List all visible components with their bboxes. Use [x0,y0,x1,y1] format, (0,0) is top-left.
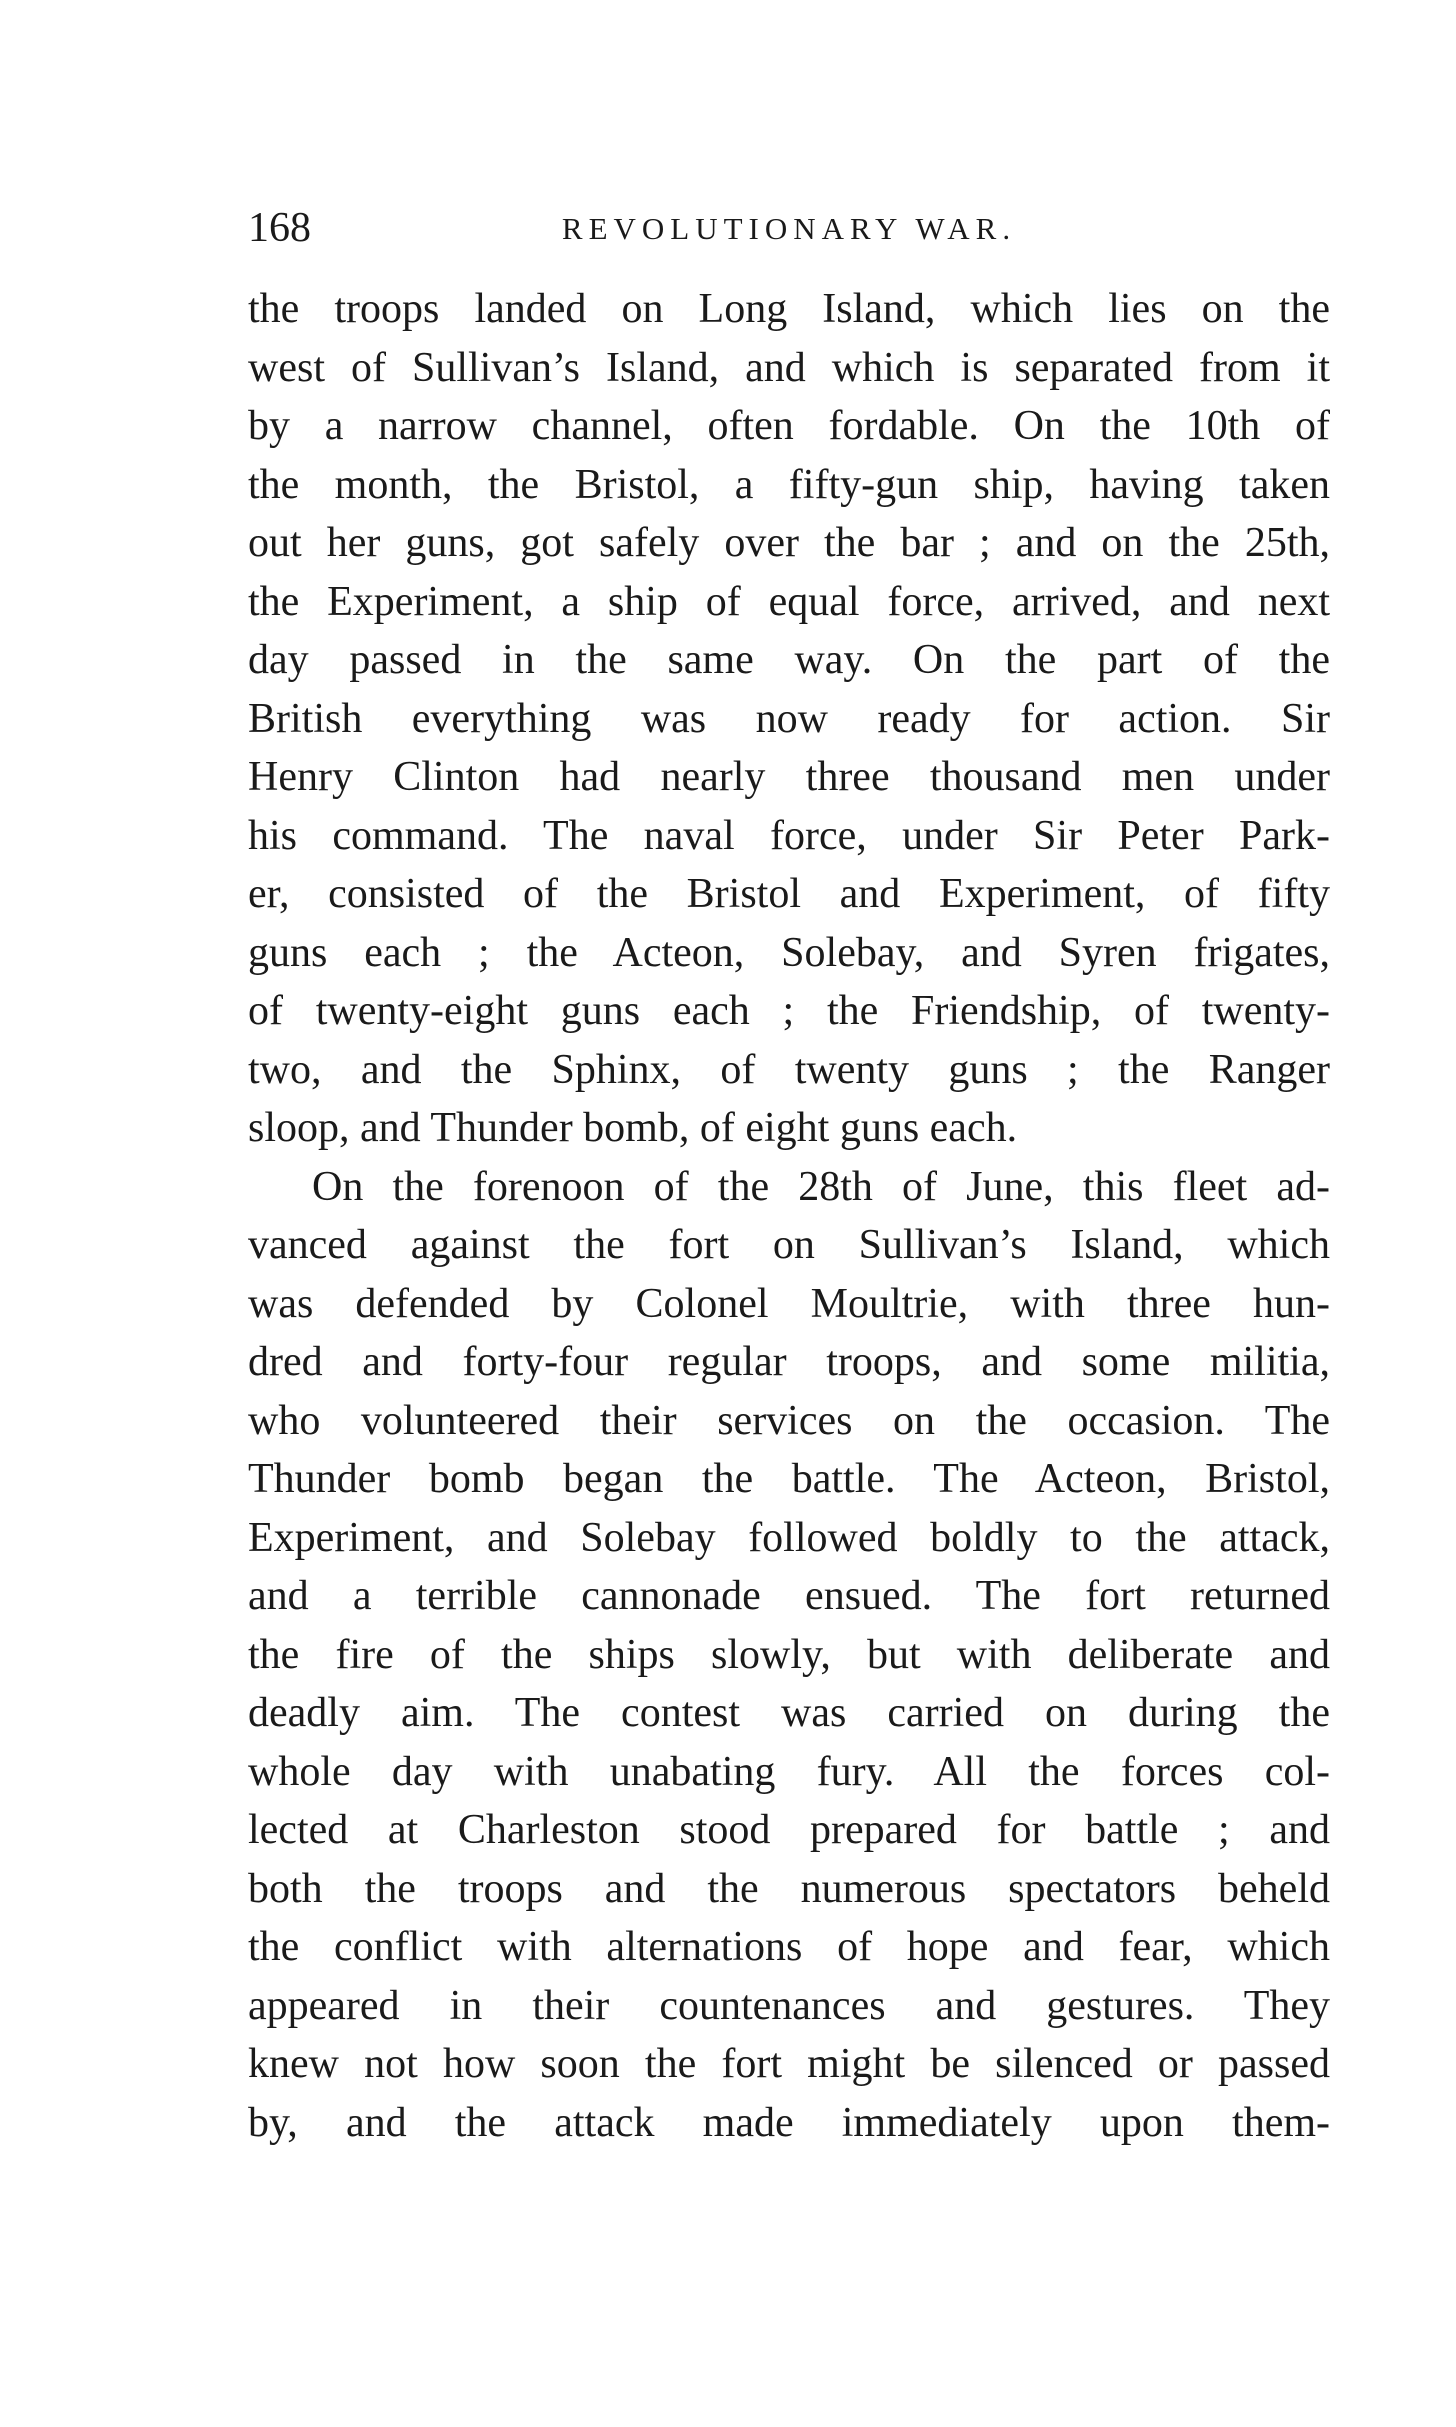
text-line: by, and the attack made immediately upon them- [248,2099,1330,2146]
text-line: the conflict with alternations of hope and fear, which [248,1924,1330,1970]
text-line: Experiment, and Solebay followed boldly to the attack, [248,1514,1330,1561]
text-line: knew not how soon the fort might be silenced or passed [248,2041,1330,2087]
text-line: sloop, and Thunder bomb, of eight guns each. [248,1105,1018,1151]
text-line: west of Sullivan’s Island, and which is separated from it [248,344,1330,391]
body-text [248,280,1330,2152]
page-number: 168 [248,205,311,251]
text-line: both the troops and the numerous spectators beheld [248,1865,1330,1912]
text-line: whole day with unabating fury. All the forces col- [248,1748,1330,1795]
text-line: who volunteered their services on the occasion. The [248,1397,1330,1444]
text-line: the fire of the ships slowly, but with deliberate and [248,1631,1330,1678]
text-line: er, consisted of the Bristol and Experiment, of fifty [248,871,1330,917]
text-line: guns each ; the Acteon, Solebay, and Syren frigates, [248,929,1330,976]
text-line: lected at Charleston stood prepared for battle ; and [248,1807,1330,1853]
text-line: the Experiment, a ship of equal force, arrived, and next [248,578,1330,625]
text-line: appeared in their countenances and gestures. They [248,1982,1330,2029]
text-line: his command. The naval force, under Sir Peter Park- [248,812,1330,859]
text-line: out her guns, got safely over the bar ; and on the 25th, [248,520,1330,566]
text-line: deadly aim. The contest was carried on during the [248,1690,1330,1736]
text-line: and a terrible cannonade ensued. The fort returned [248,1573,1330,1619]
text-line: Thunder bomb began the battle. The Acteon, Bristol, [248,1456,1330,1502]
text-line: vanced against the fort on Sullivan’s Island, which [248,1222,1330,1268]
running-head: REVOLUTIONARY WAR. [561,211,1017,246]
text-line: of twenty-eight guns each ; the Friendship, of twenty- [248,988,1330,1034]
text-line: by a narrow channel, often fordable. On the 10th of [248,403,1330,449]
text-line: day passed in the same way. On the part of the [248,637,1330,683]
text-line: two, and the Sphinx, of twenty guns ; the Ranger [248,1046,1330,1093]
text-line: Henry Clinton had nearly three thousand men under [248,754,1330,800]
text-line: the month, the Bristol, a fifty-gun ship, having taken [248,461,1330,508]
text-line: the troops landed on Long Island, which lies on the [248,286,1330,332]
text-line: British everything was now ready for action. Sir [248,695,1330,742]
text-line: was defended by Colonel Moultrie, with three hun- [248,1280,1330,1327]
page-header [248,198,1330,258]
text-line: dred and forty-four regular troops, and some militia, [248,1339,1330,1385]
paragraph-start-line: On the forenoon of the 28th of June, this fleet ad- [312,1163,1330,1210]
